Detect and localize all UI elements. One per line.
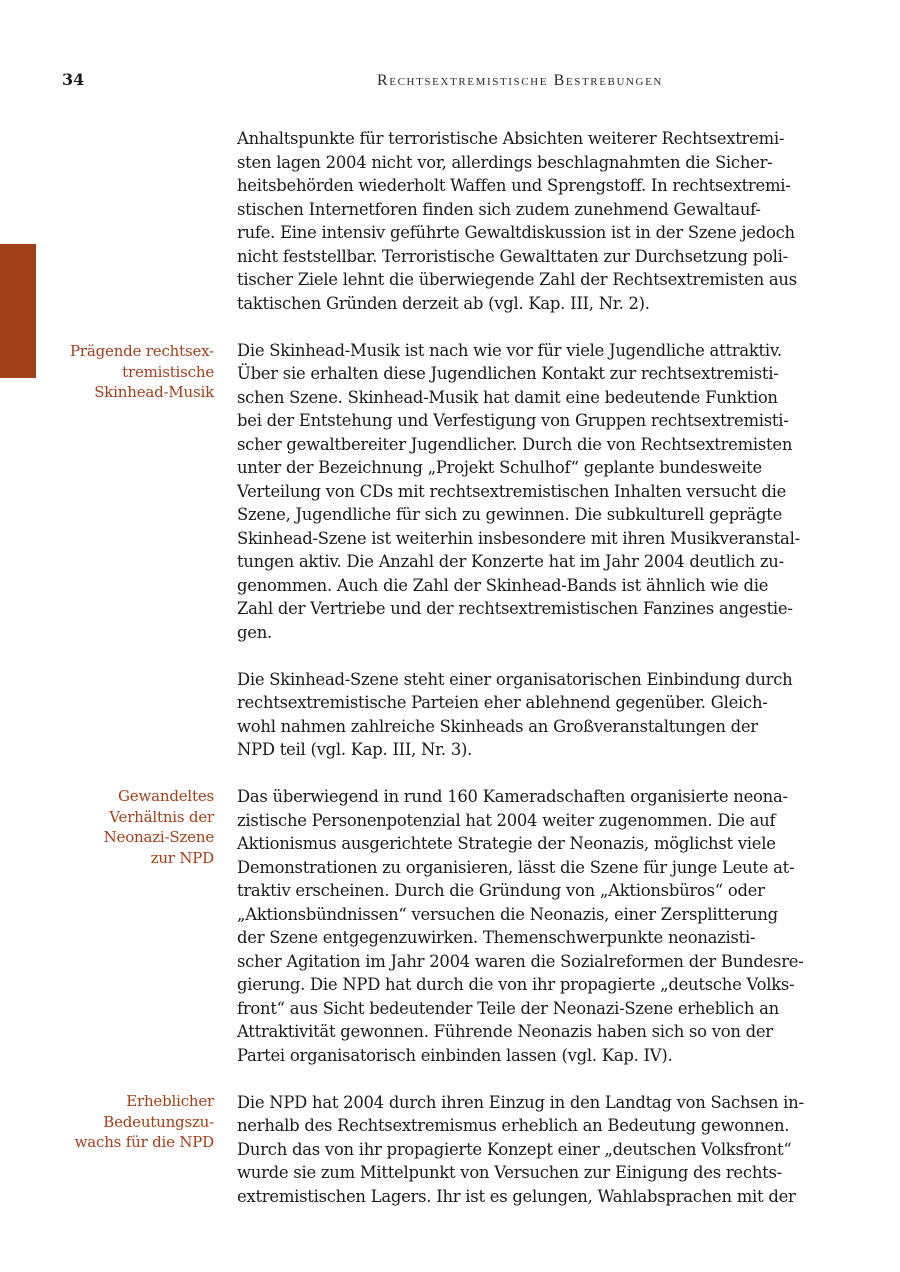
text-line: Die Skinhead-Szene steht einer organisatorischen Einbindung durch (237, 669, 793, 689)
side-label-line: Bedeutungszu- (103, 1112, 214, 1131)
paragraph-npd (237, 1091, 815, 1209)
text-line: tischer Ziele lehnt die überwiegende Zahl der Rechtsextremisten aus (237, 270, 797, 289)
text-line: Attraktivität gewonnen. Führende Neonazis haben sich so von der (237, 1022, 773, 1041)
side-label-line: Skinhead-Musik (94, 383, 214, 401)
text-line: Szene, Jugendliche für sich zu gewinnen. Die subkulturell geprägte (237, 505, 783, 524)
side-label-line: Neonazi-Szene (103, 828, 214, 846)
text-line: Durch das von ihr propagierte Konzept einer „deutschen Volksfront“ (237, 1139, 792, 1159)
side-label-line: Prägende rechtsex- (70, 342, 214, 360)
text-line: traktiv erscheinen. Durch die Gründung von „Aktionsbüros“ oder (237, 881, 765, 900)
text-line: Das überwiegend in rund 160 Kameradschaften organisierte neona- (237, 787, 788, 806)
text-line: „Aktionsbündnissen“ versuchen die Neonazis, einer Zersplitterung (237, 904, 778, 924)
text-line: gen. (237, 622, 272, 642)
text-line: Die Skinhead-Musik ist nach wie vor für viele Jugendliche attraktiv. (237, 340, 782, 360)
side-label-line: zur NPD (150, 848, 214, 867)
running-header: Rechtsextremistische Bestrebungen (377, 72, 663, 89)
text-line: der Szene entgegenzuwirken. Themenschwerpunkte neonazisti- (237, 928, 756, 947)
paragraph-neonazi (237, 785, 815, 1067)
text-line: genommen. Auch die Zahl der Skinhead-Bands ist ähnlich wie die (237, 575, 769, 595)
text-line: rechtsextremistische Parteien eher ablehnend gegenüber. Gleich- (237, 693, 768, 712)
text-line: taktischen Gründen derzeit ab (vgl. Kap. III, Nr. 2). (237, 293, 650, 313)
text-line: wurde sie zum Mittelpunkt von Versuchen zur Einigung des rechts- (237, 1163, 782, 1182)
text-line: schen Szene. Skinhead-Musik hat damit eine bedeutende Funktion (237, 387, 778, 407)
text-line: Partei organisatorisch einbinden lassen (vgl. Kap. IV). (237, 1045, 673, 1065)
side-label-line: Verhältnis der (109, 807, 214, 826)
text-line: Aktionismus ausgerichtete Strategie der Neonazis, möglichst viele (237, 834, 776, 853)
paragraph-terrorism (237, 127, 815, 315)
side-label-line: Erheblicher (126, 1092, 214, 1110)
text-line: Die NPD hat 2004 durch ihren Einzug in den Landtag von Sachsen in- (237, 1092, 804, 1112)
text-line: bei der Entstehung und Verfestigung von Gruppen rechtsextremisti- (237, 411, 789, 430)
text-line: wohl nahmen zahlreiche Skinheads an Großveranstaltungen der (237, 716, 758, 736)
side-label-line: wachs für die NPD (74, 1133, 214, 1151)
side-label-line: tremistische (122, 362, 214, 381)
text-line: Verteilung von CDs mit rechtsextremistischen Inhalten versucht die (237, 481, 787, 501)
page-number: 34 (62, 70, 85, 89)
text-line: unter der Bezeichnung „Projekt Schulhof“ geplante bundesweite (237, 458, 762, 477)
text-line: Demonstrationen zu organisieren, lässt die Szene für junge Leute at- (237, 857, 795, 877)
text-line: tungen aktiv. Die Anzahl der Konzerte hat im Jahr 2004 deutlich zu- (237, 552, 784, 571)
text-line: NPD teil (vgl. Kap. III, Nr. 3). (237, 740, 473, 759)
text-line: gierung. Die NPD hat durch die von ihr propagierte „deutsche Volks- (237, 975, 795, 994)
text-line: rufe. Eine intensiv geführte Gewaltdiskussion ist in der Szene jedoch (237, 223, 795, 242)
chapter-edge-marker (0, 244, 36, 378)
side-label-skinhead-music (44, 341, 214, 403)
text-line: nicht feststellbar. Terroristische Gewalttaten zur Durchsetzung poli- (237, 246, 788, 266)
side-label-line: Gewandeltes (118, 787, 214, 805)
text-line: sten lagen 2004 nicht vor, allerdings beschlagnahmten die Sicher- (237, 152, 773, 172)
paragraph-skinhead-music (237, 339, 815, 645)
text-line: stischen Internetforen finden sich zudem zunehmend Gewaltauf- (237, 199, 761, 219)
text-line: Über sie erhalten diese Jugendlichen Kontakt zur rechtsextremisti- (237, 364, 779, 383)
text-line: zistische Personenpotenzial hat 2004 weiter zugenommen. Die auf (237, 810, 776, 830)
side-label-npd-significance (44, 1091, 214, 1153)
text-line: Skinhead-Szene ist weiterhin insbesondere mit ihren Musikveranstal- (237, 528, 800, 548)
text-line: heitsbehörden wiederholt Waffen und Sprengstoff. In rechtsextremi- (237, 176, 791, 195)
text-line: scher Agitation im Jahr 2004 waren die Sozialreformen der Bundesre- (237, 951, 804, 971)
text-line: Anhaltspunkte für terroristische Absichten weiterer Rechtsextremi- (237, 129, 785, 148)
paragraph-skinhead-parties (237, 668, 815, 762)
side-label-neonazi-npd (44, 786, 214, 868)
text-line: extremistischen Lagers. Ihr ist es gelungen, Wahlabsprachen mit der (237, 1186, 796, 1206)
text-line: nerhalb des Rechtsextremismus erheblich an Bedeutung gewonnen. (237, 1116, 790, 1135)
text-line: scher gewaltbereiter Jugendlicher. Durch die von Rechtsextremisten (237, 434, 793, 454)
text-line: Zahl der Vertriebe und der rechtsextremistischen Fanzines angestie- (237, 599, 793, 618)
text-line: front“ aus Sicht bedeutender Teile der Neonazi-Szene erheblich an (237, 998, 779, 1018)
body-text (237, 127, 815, 1232)
